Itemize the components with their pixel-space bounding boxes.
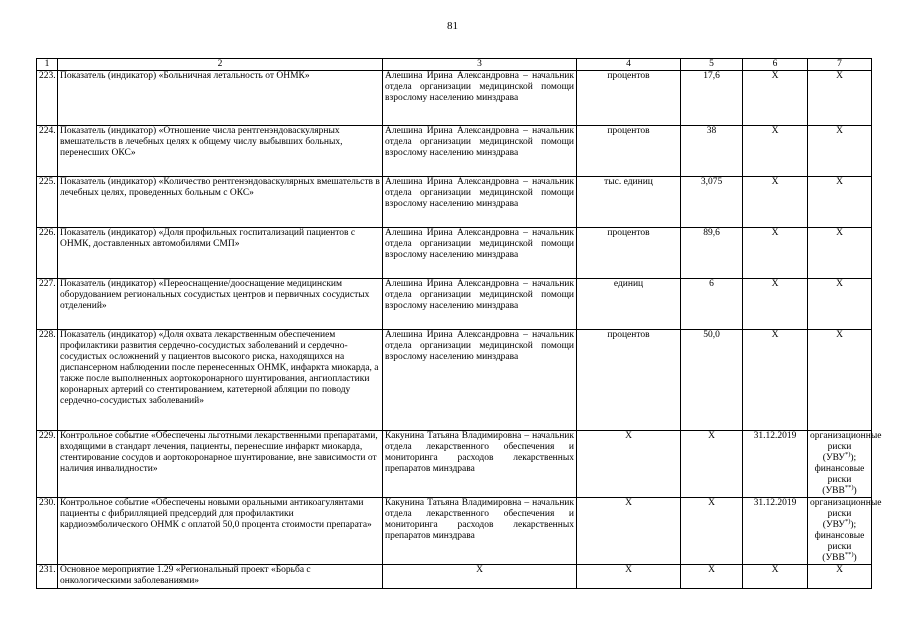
footnote-marker: **) <box>844 550 854 558</box>
due-date: X <box>743 565 808 589</box>
due-date: X <box>743 71 808 126</box>
footnote-marker: *) <box>844 450 851 458</box>
table-row <box>37 330 872 431</box>
item-name: Показатель (индикатор) «Больничная летальность от ОНМК» <box>58 71 383 126</box>
table-row <box>37 126 872 177</box>
col-header-1: 1 <box>37 59 58 71</box>
row-number: 224. <box>37 126 58 177</box>
due-date: X <box>743 177 808 228</box>
unit: тыс. единиц <box>577 177 681 228</box>
table-row <box>37 228 872 279</box>
item-name: Контрольное событие «Обеспечены льготными лекарственными препаратами, входящими в стандарт лечения, пациенты, перенесшие инфаркт миокарда, стентирование сосудов и аортокоронарное шунтирование, вне зависимости от наличия инвалидности» <box>58 431 383 498</box>
due-date: X <box>743 330 808 431</box>
footnote-marker: *) <box>844 517 851 525</box>
table-row <box>37 279 872 330</box>
header-row <box>37 59 872 71</box>
item-name: Контрольное событие «Обеспечены новыми оральными антикоагулянтами пациенты с фибрилляцией предсердий для профилактики кардиоэмболического ОНМК с оплатой 50,0 процента стоимости препарата» <box>58 498 383 565</box>
risk-financial: финансовые риски (УВВ <box>814 464 865 496</box>
value: 6 <box>681 279 743 330</box>
col-header-6: 6 <box>743 59 808 71</box>
risk-organizational: организационные риски (УВУ <box>810 431 882 463</box>
unit: единиц <box>577 279 681 330</box>
risks: X <box>808 279 872 330</box>
responsible-person: X <box>383 565 577 589</box>
risk-organizational-end: ); <box>850 520 857 530</box>
item-name: Основное мероприятие 1.29 «Региональный проект «Борьба с онкологическими заболеваниями» <box>58 565 383 589</box>
plan-table <box>36 58 882 589</box>
risks: X <box>808 126 872 177</box>
due-date: X <box>743 228 808 279</box>
table-row <box>37 565 872 589</box>
value: 3,075 <box>681 177 743 228</box>
responsible-person: Алешина Ирина Александровна – начальник отдела организации медицинской помощи взрослому населению минздрава <box>383 126 577 177</box>
value: X <box>681 498 743 565</box>
table-row <box>37 498 872 565</box>
row-number: 231. <box>37 565 58 589</box>
col-header-3: 3 <box>383 59 577 71</box>
risks: X <box>808 565 872 589</box>
risk-financial-end: ) <box>853 553 857 563</box>
risks: X <box>808 228 872 279</box>
col-header-2: 2 <box>58 59 383 71</box>
unit: процентов <box>577 126 681 177</box>
footnote-marker: **) <box>844 483 854 491</box>
risk-financial-end: ) <box>853 486 857 496</box>
col-header-4: 4 <box>577 59 681 71</box>
col-header-5: 5 <box>681 59 743 71</box>
row-number: 226. <box>37 228 58 279</box>
unit: процентов <box>577 228 681 279</box>
item-name: Показатель (индикатор) «Переоснащение/дооснащение медицинским оборудованием региональных сосудистых центров и первичных сосудистых отделений» <box>58 279 383 330</box>
due-date: 31.12.2019 <box>743 431 808 498</box>
item-name: Показатель (индикатор) «Доля охвата лекарственным обеспечением профилактики развития сердечно-сосудистых заболеваний и сердечно-сосудистых осложнений у пациентов высокого риска, находящихся на диспансерном наблюдении после перенесенных ОНМК, инфаркта миокарда, а также после выполненных аортокоронарного шунтирования, ангиопластики коронарных артерий со стентированием, катетерной абляции по поводу сердечно-сосудистых заболеваний» <box>58 330 383 431</box>
risks <box>808 498 882 565</box>
row-number: 229. <box>37 431 58 498</box>
risk-organizational-end: ); <box>850 453 857 463</box>
unit: процентов <box>577 71 681 126</box>
unit: процентов <box>577 330 681 431</box>
row-number: 228. <box>37 330 58 431</box>
value: 89,6 <box>681 228 743 279</box>
value: 38 <box>681 126 743 177</box>
responsible-person: Алешина Ирина Александровна – начальник отдела организации медицинской помощи взрослому населению минздрава <box>383 330 577 431</box>
risks <box>808 431 882 498</box>
responsible-person: Алешина Ирина Александровна – начальник отдела организации медицинской помощи взрослому населению минздрава <box>383 71 577 126</box>
risks: X <box>808 330 872 431</box>
risk-organizational: организационные риски (УВУ <box>810 498 882 530</box>
col-header-7: 7 <box>808 59 872 71</box>
responsible-person: Алешина Ирина Александровна – начальник отдела организации медицинской помощи взрослому населению минздрава <box>383 228 577 279</box>
page-number: 81 <box>447 20 458 32</box>
due-date: 31.12.2019 <box>743 498 808 565</box>
item-name: Показатель (индикатор) «Количество рентгенэндоваскулярных вмешательств в лечебных целях, проведенных больным с ОКС» <box>58 177 383 228</box>
table-row <box>37 71 872 126</box>
risk-financial: финансовые риски (УВВ <box>814 531 865 563</box>
row-number: 223. <box>37 71 58 126</box>
value: X <box>681 431 743 498</box>
risks: X <box>808 71 872 126</box>
responsible-person: Алешина Ирина Александровна – начальник отдела организации медицинской помощи взрослому населению минздрава <box>383 177 577 228</box>
due-date: X <box>743 126 808 177</box>
responsible-person: Какунина Татьяна Владимировна – начальник отдела лекарственного обеспечения и мониторинга расходов лекарственных препаратов минздрава <box>383 431 577 498</box>
unit: X <box>577 565 681 589</box>
value: 17,6 <box>681 71 743 126</box>
responsible-person: Алешина Ирина Александровна – начальник отдела организации медицинской помощи взрослому населению минздрава <box>383 279 577 330</box>
row-number: 230. <box>37 498 58 565</box>
risks: X <box>808 177 872 228</box>
unit: X <box>577 431 681 498</box>
value: X <box>681 565 743 589</box>
due-date: X <box>743 279 808 330</box>
row-number: 225. <box>37 177 58 228</box>
table-row <box>37 431 872 498</box>
item-name: Показатель (индикатор) «Отношение числа рентгенэндоваскулярных вмешательств в лечебных целях к общему числу выбывших больных, перенесших ОКС» <box>58 126 383 177</box>
table-row <box>37 177 872 228</box>
row-number: 227. <box>37 279 58 330</box>
unit: X <box>577 498 681 565</box>
responsible-person: Какунина Татьяна Владимировна – начальник отдела лекарственного обеспечения и мониторинга расходов лекарственных препаратов минздрава <box>383 498 577 565</box>
value: 50,0 <box>681 330 743 431</box>
item-name: Показатель (индикатор) «Доля профильных госпитализаций пациентов с ОНМК, доставленных автомобилями СМП» <box>58 228 383 279</box>
